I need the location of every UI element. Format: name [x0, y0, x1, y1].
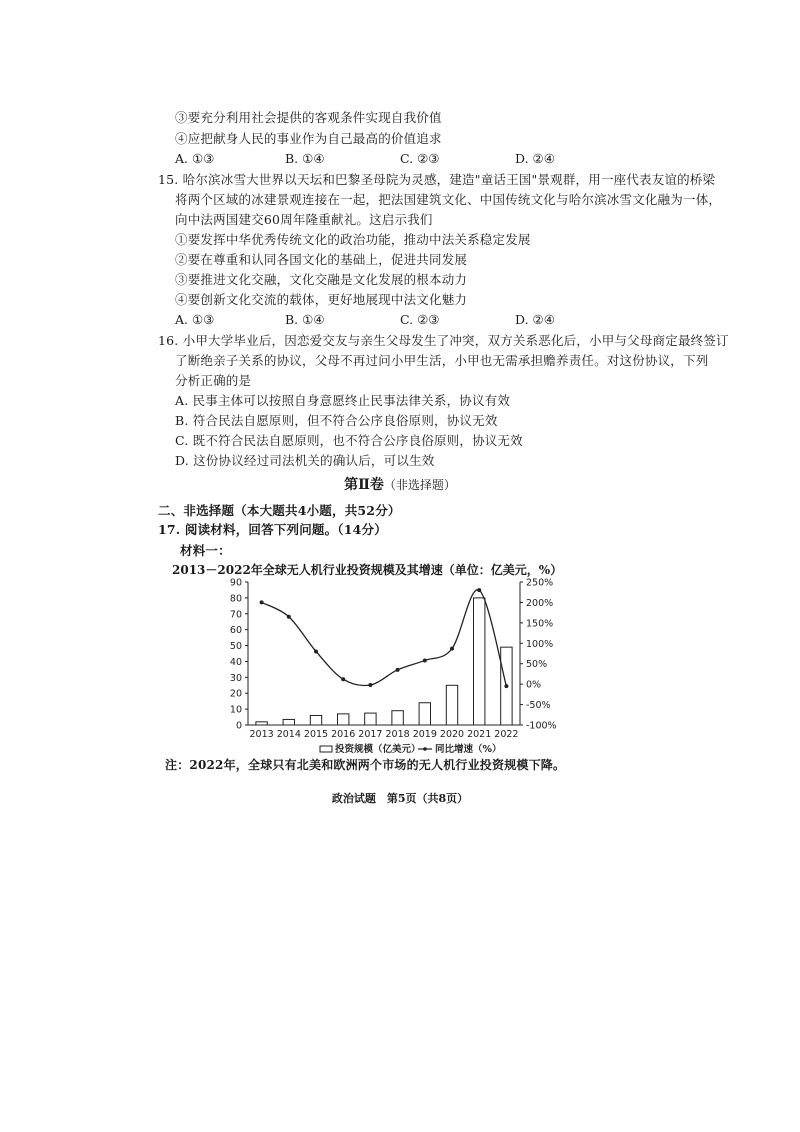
growth-line-path [262, 590, 507, 687]
bar-2019 [419, 703, 430, 725]
bar-2018 [392, 711, 403, 725]
q15-item-3: ③要推进文化交融，文化交融是文化发展的根本动力 [175, 272, 468, 287]
q16-stem-line-2: 了断绝亲子关系的协议，父母不再过问小甲生活，小甲也无需承担赡养责任。对这份协议，下列 [175, 353, 709, 368]
growth-point-2020 [450, 647, 454, 651]
q15-item-2: ②要在尊重和认同各国文化的基础上，促进共同发展 [175, 252, 468, 267]
right-tick-label: -50% [526, 700, 551, 712]
q16-stem-line-3: 分析正确的是 [175, 373, 252, 388]
legend-bar-swatch [320, 746, 332, 752]
q15-stem-line-3: 向中法两国建交60周年隆重献礼。这启示我们 [175, 212, 433, 227]
growth-point-2018 [396, 668, 400, 672]
q16-option-c: C. 既不符合民法自愿原则，也不符合公序良俗原则，协议无效 [175, 433, 523, 448]
bar-2020 [446, 685, 457, 725]
page-footer: 政治试题 第5页（共8页） [331, 792, 469, 805]
bar-2017 [365, 713, 376, 725]
part2-subtitle: （非选择题） [383, 478, 456, 492]
x-tick-label: 2021 [467, 729, 492, 740]
growth-point-2017 [368, 683, 372, 687]
chart-title: 2013－2022年全球无人机行业投资规模及其增速（单位：亿美元，%） [172, 563, 563, 577]
right-tick-label: 0% [526, 679, 542, 691]
x-tick-label: 2022 [494, 729, 519, 740]
chart-growth-line [260, 588, 509, 688]
x-tick-label: 2020 [439, 729, 465, 740]
right-tick-label: 150% [526, 618, 554, 630]
x-tick-label: 2017 [358, 729, 383, 740]
right-tick-label: -100% [526, 720, 557, 732]
growth-point-2022 [504, 684, 508, 688]
q16-option-d: D. 这份协议经过司法机关的确认后，可以生效 [175, 453, 435, 468]
q14-item-3: ③要充分利用社会提供的客观条件实现自我价值 [175, 110, 442, 125]
left-tick-label: 80 [229, 593, 242, 605]
q15-option-c: C. ②③ [400, 312, 440, 327]
x-tick-label: 2018 [385, 729, 410, 740]
part2-heading [0, 474, 800, 494]
legend-bar-label: 投资规模（亿美元） [335, 744, 421, 755]
q15-item-1: ①要发挥中华优秀传统文化的政治功能，推动中法关系稳定发展 [175, 232, 531, 247]
q16-option-a: A. 民事主体可以按照自身意愿终止民事法律关系，协议有效 [175, 393, 511, 408]
growth-point-2019 [423, 658, 427, 662]
right-tick-label: 50% [526, 659, 548, 671]
q15-item-4: ④要创新文化交流的载体，更好地展现中法文化魅力 [175, 292, 468, 307]
bar-2014 [283, 719, 294, 725]
right-tick-label: 200% [526, 597, 554, 609]
legend-line-marker [423, 747, 427, 751]
part2-title: 第Ⅱ卷 [344, 477, 384, 493]
q16-stem-line-1: 16. 小甲大学毕业后，因恋爱交友与亲生父母发生了冲突，双方关系恶化后，小甲与父母商定最终签订 [158, 333, 729, 348]
left-tick-label: 40 [229, 656, 242, 668]
q14-option-c: C. ②③ [400, 151, 440, 166]
q14-item-4: ④应把献身人民的事业作为自己最高的价值追求 [175, 131, 442, 146]
growth-point-2016 [341, 677, 345, 681]
section2-header: 二、非选择题（本大题共4小题，共52分） [158, 503, 401, 518]
q14-option-d: D. ②④ [515, 151, 555, 166]
growth-point-2013 [260, 600, 264, 604]
chart-legend [320, 743, 502, 755]
bar-2015 [310, 715, 321, 725]
right-tick-label: 250% [526, 577, 554, 589]
growth-point-2021 [477, 588, 481, 592]
growth-point-2014 [287, 615, 291, 619]
x-tick-label: 2016 [331, 729, 356, 740]
growth-point-2015 [314, 649, 318, 653]
x-tick-label: 2013 [249, 729, 274, 740]
right-tick-label: 100% [526, 638, 554, 650]
bar-2021 [473, 598, 484, 725]
left-tick-label: 70 [229, 609, 242, 621]
chart-note: 注：2022年，全球只有北美和欧洲两个市场的无人机行业投资规模下降。 [165, 758, 566, 772]
investment-chart [170, 572, 600, 762]
left-tick-label: 60 [229, 625, 242, 637]
x-tick-label: 2014 [276, 729, 301, 740]
left-tick-label: 0 [235, 720, 242, 732]
q14-option-a: A. ①③ [175, 151, 215, 166]
q15-option-b: B. ①④ [285, 312, 325, 327]
q15-option-d: D. ②④ [515, 312, 555, 327]
left-tick-label: 10 [229, 704, 242, 716]
q17-intro: 17. 阅读材料，回答下列问题。（14分） [158, 522, 387, 537]
bar-2013 [256, 722, 267, 725]
legend-line-label: 同比增速（%） [435, 744, 502, 755]
q15-option-a: A. ①③ [175, 312, 215, 327]
x-tick-label: 2019 [412, 729, 437, 740]
x-tick-label: 2015 [303, 729, 329, 740]
left-tick-label: 20 [229, 688, 242, 700]
left-tick-label: 90 [229, 577, 242, 589]
left-tick-label: 30 [229, 672, 242, 684]
bar-2016 [337, 714, 348, 725]
left-tick-label: 50 [229, 641, 242, 653]
q16-option-b: B. 符合民法自愿原则，但不符合公序良俗原则，协议无效 [175, 413, 498, 428]
q17-material-label: 材料一： [180, 543, 231, 558]
q15-stem-line-1: 15. 哈尔滨冰雪大世界以天坛和巴黎圣母院为灵感，建造"童话王国"景观群，用一座代表友谊的桥梁 [158, 172, 716, 187]
q14-option-b: B. ①④ [285, 151, 325, 166]
q15-stem-line-2: 将两个区域的冰建景观连接在一起，把法国建筑文化、中国传统文化与哈尔滨冰雪文化融为一体， [175, 192, 722, 207]
chart-bars [256, 598, 512, 725]
